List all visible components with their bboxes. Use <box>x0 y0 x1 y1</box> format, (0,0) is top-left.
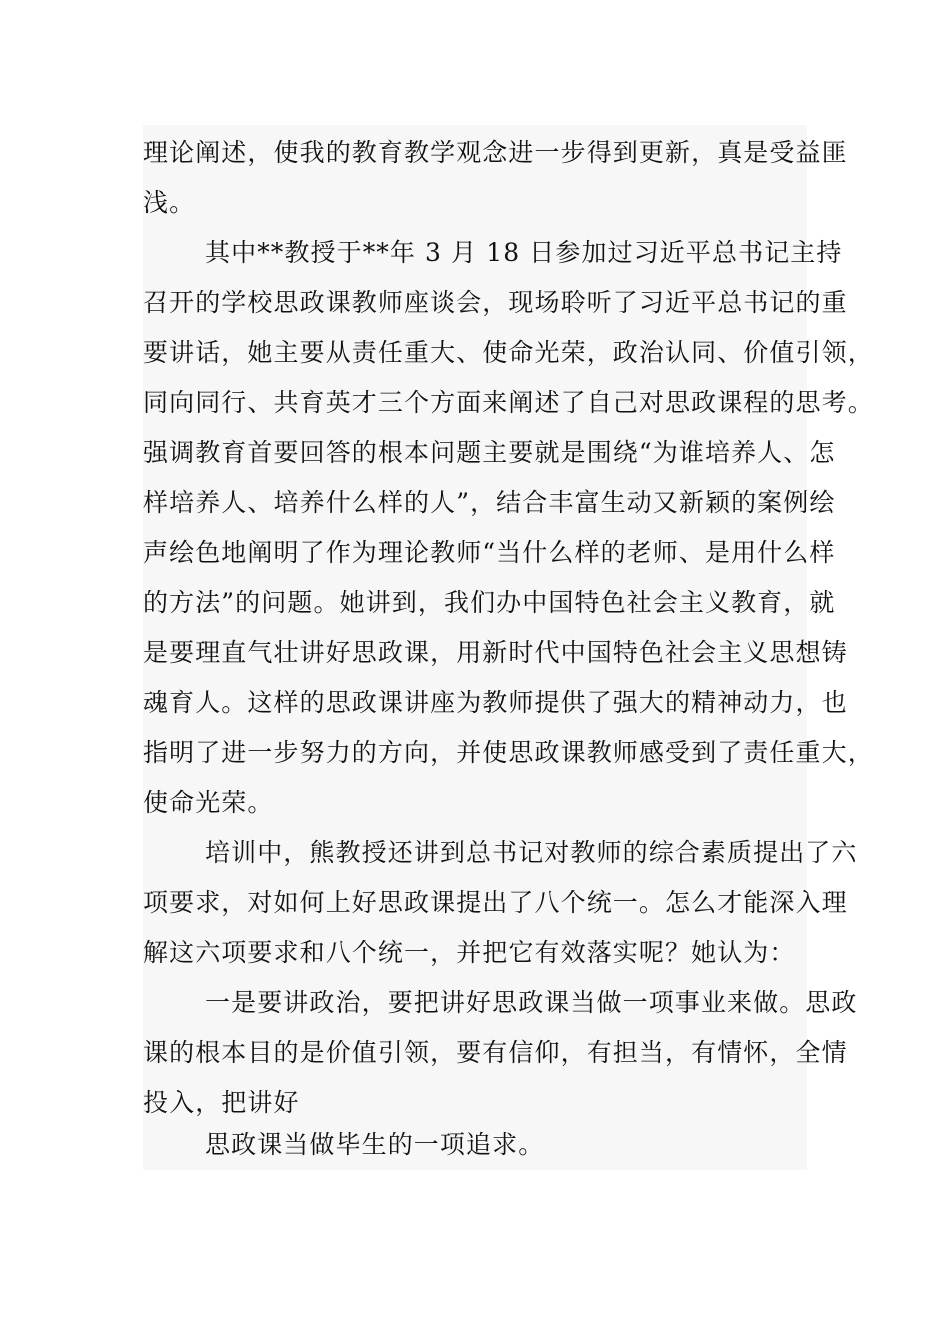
text-line-5: 要讲话，她主要从责任重大、使命光荣，政治认同、价值引领， <box>143 338 874 367</box>
text-line-2: 浅。 <box>143 188 196 217</box>
text-line-9: 声绘色地阐明了作为理论教师“当什么样的老师、是用什么样 <box>143 538 836 567</box>
text-line-3: 其中**教授于**年 3 月 18 日参加过习近平总书记主持 <box>205 238 843 267</box>
text-line-12: 魂育人。这样的思政课讲座为教师提供了强大的精神动力，也 <box>143 688 848 717</box>
text-line-17: 解这六项要求和八个统一，并把它有效落实呢？她认为： <box>143 938 796 967</box>
text-line-7: 强调教育首要回答的根本问题主要就是围绕“为谁培养人、怎 <box>143 438 836 467</box>
text-line-6: 同向同行、共育英才三个方面来阐述了自己对思政课程的思考。 <box>143 388 874 417</box>
text-line-11: 是要理直气壮讲好思政课，用新时代中国特色社会主义思想铸 <box>143 638 848 667</box>
text-line-19: 课的根本目的是价值引领，要有信仰，有担当，有情怀，全情 <box>143 1038 848 1067</box>
text-line-10: 的方法”的问题。她讲到，我们办中国特色社会主义教育，就 <box>143 588 836 617</box>
text-line-4: 召开的学校思政课教师座谈会，现场聆听了习近平总书记的重 <box>143 288 848 317</box>
text-line-20: 投入，把讲好 <box>143 1088 300 1117</box>
text-line-18: 一是要讲政治，要把讲好思政课当做一项事业来做。思政 <box>205 988 858 1017</box>
text-line-16: 项要求，对如何上好思政课提出了八个统一。怎么才能深入理 <box>143 888 848 917</box>
document-page <box>143 125 874 1170</box>
text-line-15: 培训中，熊教授还讲到总书记对教师的综合素质提出了六 <box>205 838 858 867</box>
text-line-1: 理论阐述，使我的教育教学观念进一步得到更新，真是受益匪 <box>143 138 848 167</box>
text-line-8: 样培养人、培养什么样的人”，结合丰富生动又新颖的案例绘 <box>143 488 836 517</box>
text-line-13: 指明了进一步努力的方向，并使思政课教师感受到了责任重大， <box>143 738 874 767</box>
text-line-21: 思政课当做毕生的一项追求。 <box>205 1130 545 1159</box>
text-line-14: 使命光荣。 <box>143 788 274 817</box>
